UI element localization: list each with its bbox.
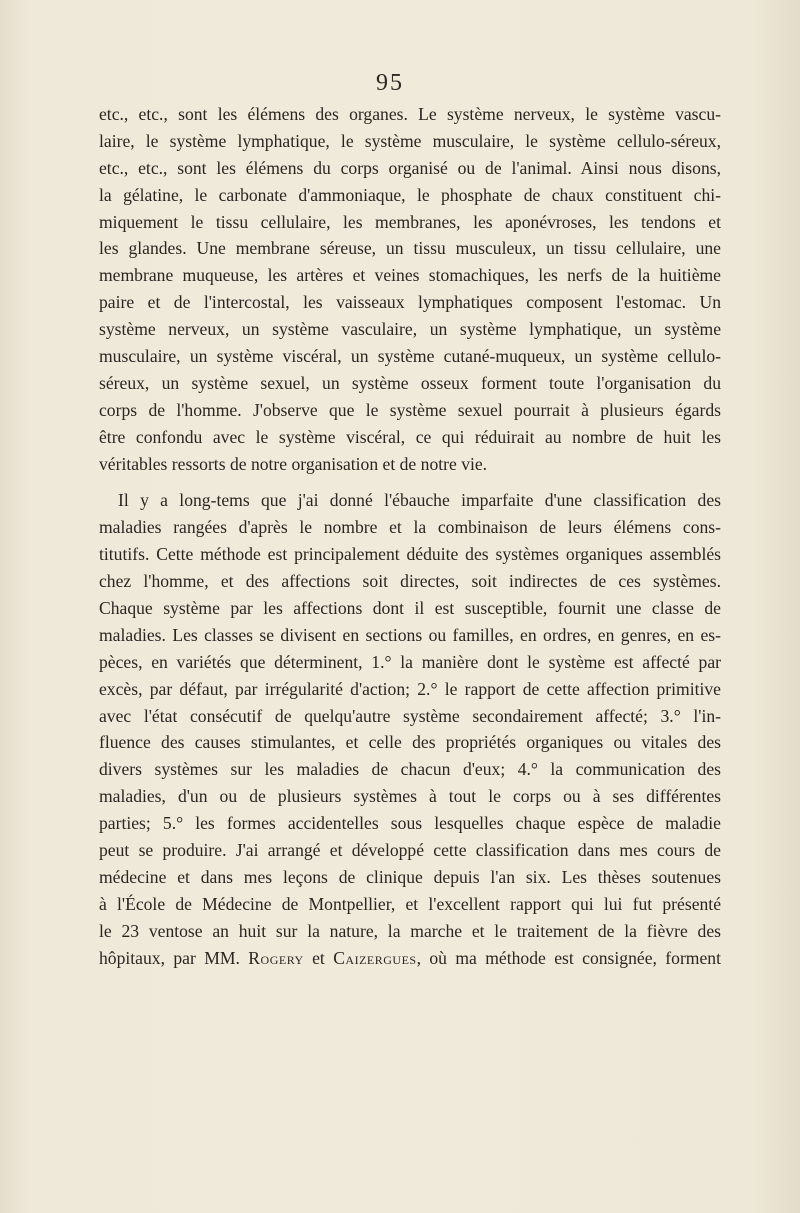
text-line: etc., etc., sont les élémens des organes. Le système nerveux, le système vascu-	[99, 104, 721, 124]
text-line: corps de l'homme. J'observe que le système sexuel pourrait à plusieurs égards	[99, 399, 721, 420]
text-line: le 23 ventose an huit sur la nature, la marche et le traitement de la fièvre des	[99, 920, 721, 941]
text-line: maladies. Les classes se divisent en sections ou familles, en ordres, en genres, en es-	[99, 624, 721, 645]
text-line: miquement le tissu cellulaire, les membranes, les aponévroses, les tendons et	[99, 211, 721, 232]
text-line: titutifs. Cette méthode est principalement déduite des systèmes organiques assemblés	[99, 544, 721, 565]
text-line: maladies rangées d'après le nombre et la combinaison de leurs élémens cons-	[99, 517, 721, 538]
paragraph-2	[99, 487, 721, 971]
text-line: etc., etc., sont les élémens du corps organisé ou de l'animal. Ainsi nous disons,	[99, 157, 721, 178]
text-line: fluence des causes stimulantes, et celle des propriétés organiques ou vitales des	[99, 732, 721, 753]
page-number: 95	[376, 70, 404, 96]
paragraph-gap	[99, 477, 721, 487]
text-line: membrane muqueuse, les artères et veines stomachiques, les nerfs de la huitième	[99, 265, 721, 286]
text-line: parties; 5.° les formes accidentelles sous lesquelles chaque espèce de maladie	[99, 813, 721, 834]
text-line: laire, le système lymphatique, le système musculaire, le système cellulo-séreux,	[99, 130, 721, 151]
text-segment: , où ma méthode est consignée, forment	[416, 947, 721, 968]
text-line: divers systèmes sur les maladies de chacun d'eux; 4.° la communication des	[99, 759, 721, 780]
text-line: la gélatine, le carbonate d'ammoniaque, le phosphate de chaux constituent chi-	[99, 184, 721, 205]
text-line: paire et de l'intercostal, les vaisseaux lymphatiques composent l'estomac. Un	[99, 292, 721, 313]
text-line: peut se produire. J'ai arrangé et développé cette classification dans mes cours de	[99, 840, 721, 861]
text-line: pèces, en variétés que déterminent, 1.° la manière dont le système est affecté par	[99, 651, 721, 672]
text-line: Il y a long-tems que j'ai donné l'ébauche imparfaite d'une classification des	[118, 490, 721, 511]
text-line: séreux, un système sexuel, un système osseux forment toute l'organisation du	[99, 372, 721, 393]
body-text	[99, 101, 721, 972]
text-line: être confondu avec le système viscéral, ce qui réduirait au nombre de huit les	[99, 426, 721, 447]
text-line: avec l'état consécutif de quelqu'autre système secondairement affecté; 3.° l'in-	[99, 705, 721, 726]
text-segment: hôpitaux, par MM.	[99, 947, 249, 968]
text-segment: et	[303, 947, 334, 968]
paragraph-1	[99, 101, 721, 477]
text-line: à l'École de Médecine de Montpellier, et l'excellent rapport qui lui fut présenté	[99, 893, 721, 914]
text-line: Chaque système par les affections dont il est susceptible, fournit une classe de	[99, 598, 721, 619]
text-line: les glandes. Une membrane séreuse, un tissu musculeux, un tissu cellulaire, une	[99, 238, 721, 259]
text-line: médecine et dans mes leçons de clinique depuis l'an six. Les thèses soutenues	[99, 866, 721, 887]
text-line: musculaire, un système viscéral, un système cutané-muqueux, un système cellulo-	[99, 346, 721, 367]
text-line: système nerveux, un système vasculaire, un système lymphatique, un système	[99, 319, 721, 340]
text-line: chez l'homme, et des affections soit directes, soit indirectes de ces systèmes.	[99, 571, 721, 592]
text-line: excès, par défaut, par irrégularité d'action; 2.° le rapport de cette affection primitive	[99, 678, 721, 699]
text-line	[99, 945, 721, 972]
author-name-caizergues: Caizergues	[333, 947, 417, 968]
text-line: véritables ressorts de notre organisation et de notre vie.	[99, 453, 488, 474]
author-name-rogery: Rogery	[248, 947, 304, 968]
text-line: maladies, d'un ou de plusieurs systèmes à tout le corps ou à ses différentes	[99, 786, 721, 807]
